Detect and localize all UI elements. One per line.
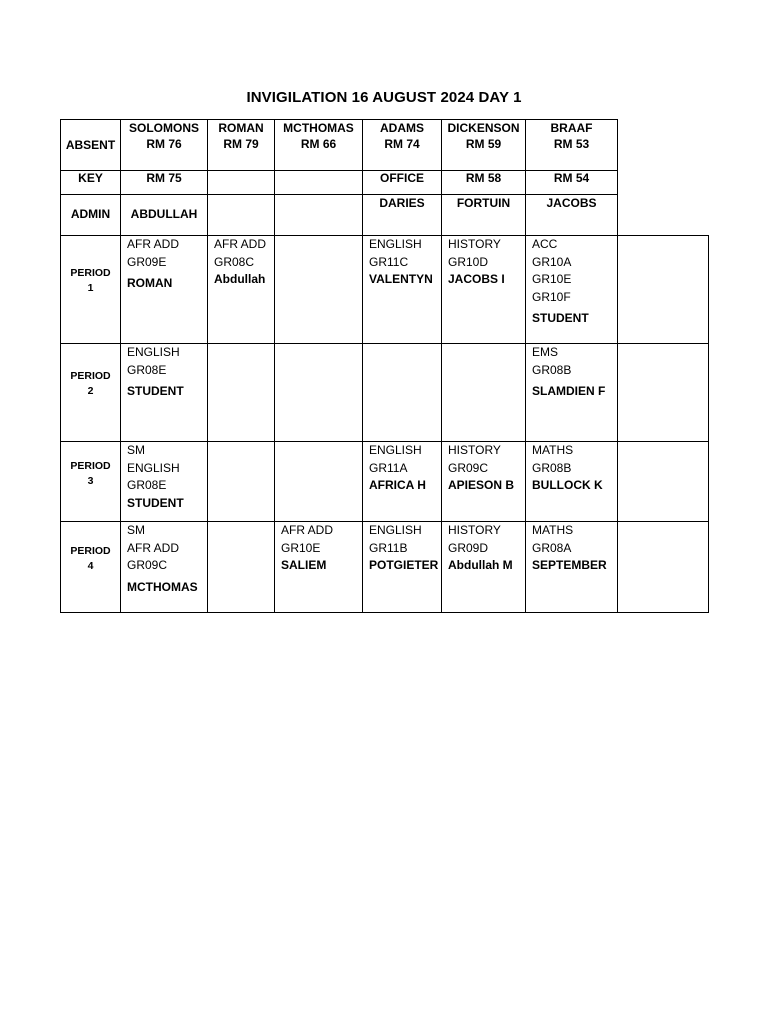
period-2-solomons-cell: ENGLISH GR08E STUDENT [120,343,208,442]
teacher-header-mcthomas [274,119,363,171]
period-1-mcthomas-cell [274,235,363,344]
teacher-room: RM 76 [146,137,182,151]
teacher-room: RM 59 [465,137,502,151]
invigilator-name: STUDENT [127,384,184,398]
teacher-header-dickenson [441,119,526,171]
admin-label: ADMIN [70,207,111,221]
period-3-solomons-cell: SM ENGLISH GR08E STUDENT [120,441,208,522]
teacher-header-braaf [525,119,618,171]
admin-value: DARIES [379,196,425,210]
period-4-adams-cell: ENGLISH GR11B POTGIETER [362,521,442,613]
teacher-name: ADAMS [380,121,424,135]
invigilator-name: JACOBS I [448,272,505,286]
period-1-dickenson-cell: HISTORY GR10D JACOBS I [441,235,526,344]
key-cell [207,170,275,195]
period-3-roman-cell [207,441,275,522]
teacher-name: MCTHOMAS [283,121,354,135]
period-4-solomons-cell: SM AFR ADD GR09C MCTHOMAS [120,521,208,613]
key-cell [362,170,442,195]
period-2-mcthomas-cell [274,343,363,442]
period-1-adams-cell: ENGLISH GR11C VALENTYN [362,235,442,344]
teacher-header-roman [207,119,275,171]
teacher-room: RM 74 [384,137,420,151]
teacher-room: RM 79 [223,137,259,151]
teacher-room: RM 53 [553,137,590,151]
invigilator-name: SEPTEMBER [532,558,607,572]
period-label-2: PERIOD 2 [60,343,121,442]
invigilator-name: SALIEM [281,558,327,572]
invigilator-name: POTGIETER [369,558,439,572]
absent-label: ABSENT [65,138,116,152]
period-label-4: PERIOD 4 [60,521,121,613]
admin-cell [120,194,208,236]
period-4-mcthomas-cell: AFR ADD GR10E SALIEM [274,521,363,613]
admin-cell [362,194,442,236]
period-4-dickenson-cell: HISTORY GR09D Abdullah M [441,521,526,613]
period-2-adams-cell [362,343,442,442]
period-3-extra-cell [617,441,709,522]
period-2-braaf-cell: EMS GR08B SLAMDIEN F [525,343,618,442]
key-cell [120,170,208,195]
admin-value: JACOBS [546,196,597,210]
period-label-3: PERIOD 3 [60,441,121,522]
admin-label-cell [60,194,121,236]
admin-value: ABDULLAH [130,207,198,221]
admin-cell [441,194,526,236]
teacher-header-adams [362,119,442,171]
admin-cell [274,194,363,236]
page-title: INVIGILATION 16 AUGUST 2024 DAY 1 [246,89,522,106]
period-label-1: PERIOD 1 [60,235,121,344]
invigilator-name: AFRICA H [369,478,426,492]
invigilator-name: Abdullah M [448,558,513,572]
key-label: KEY [78,171,103,185]
period-4-braaf-cell: MATHS GR08A SEPTEMBER [525,521,618,613]
key-cell [525,170,618,195]
teacher-name: SOLOMONS [128,121,199,135]
invigilator-name: STUDENT [127,495,184,510]
period-4-roman-cell [207,521,275,613]
teacher-header-solomons [120,119,208,171]
period-2-roman-cell [207,343,275,442]
invigilator-name: APIESON B [448,478,515,492]
invigilator-name: Abdullah [214,272,266,286]
key-value: RM 75 [146,171,182,185]
admin-cell [207,194,275,236]
absent-label-cell [60,119,121,171]
teacher-name: DICKENSON [447,121,520,135]
invigilator-name: VALENTYN [369,272,433,286]
teacher-name: ROMAN [218,121,264,135]
invigilator-name: SLAMDIEN F [532,384,606,398]
key-label-cell [60,170,121,195]
period-1-extra-cell [617,235,709,344]
invigilator-name: BULLOCK K [532,478,603,492]
teacher-room: RM 66 [300,137,337,151]
admin-value: FORTUIN [456,196,511,210]
key-cell [274,170,363,195]
period-2-dickenson-cell [441,343,526,442]
key-value: OFFICE [380,171,424,185]
key-cell [441,170,526,195]
period-1-braaf-cell: ACC GR10A GR10E GR10F STUDENT [525,235,618,344]
invigilator-name: ROMAN [127,276,173,290]
period-1-roman-cell: AFR ADD GR08C Abdullah [207,235,275,344]
key-value: RM 54 [553,171,590,185]
key-value: RM 58 [465,171,502,185]
teacher-name: BRAAF [550,121,593,135]
period-3-dickenson-cell: HISTORY GR09C APIESON B [441,441,526,522]
admin-cell [525,194,618,236]
period-3-adams-cell: ENGLISH GR11A AFRICA H [362,441,442,522]
period-3-braaf-cell: MATHS GR08B BULLOCK K [525,441,618,522]
invigilator-name: MCTHOMAS [127,579,198,594]
period-4-extra-cell [617,521,709,613]
period-1-solomons-cell: AFR ADD GR09E ROMAN [120,235,208,344]
period-3-mcthomas-cell [274,441,363,522]
invigilator-name: STUDENT [532,311,589,325]
period-2-extra-cell [617,343,709,442]
